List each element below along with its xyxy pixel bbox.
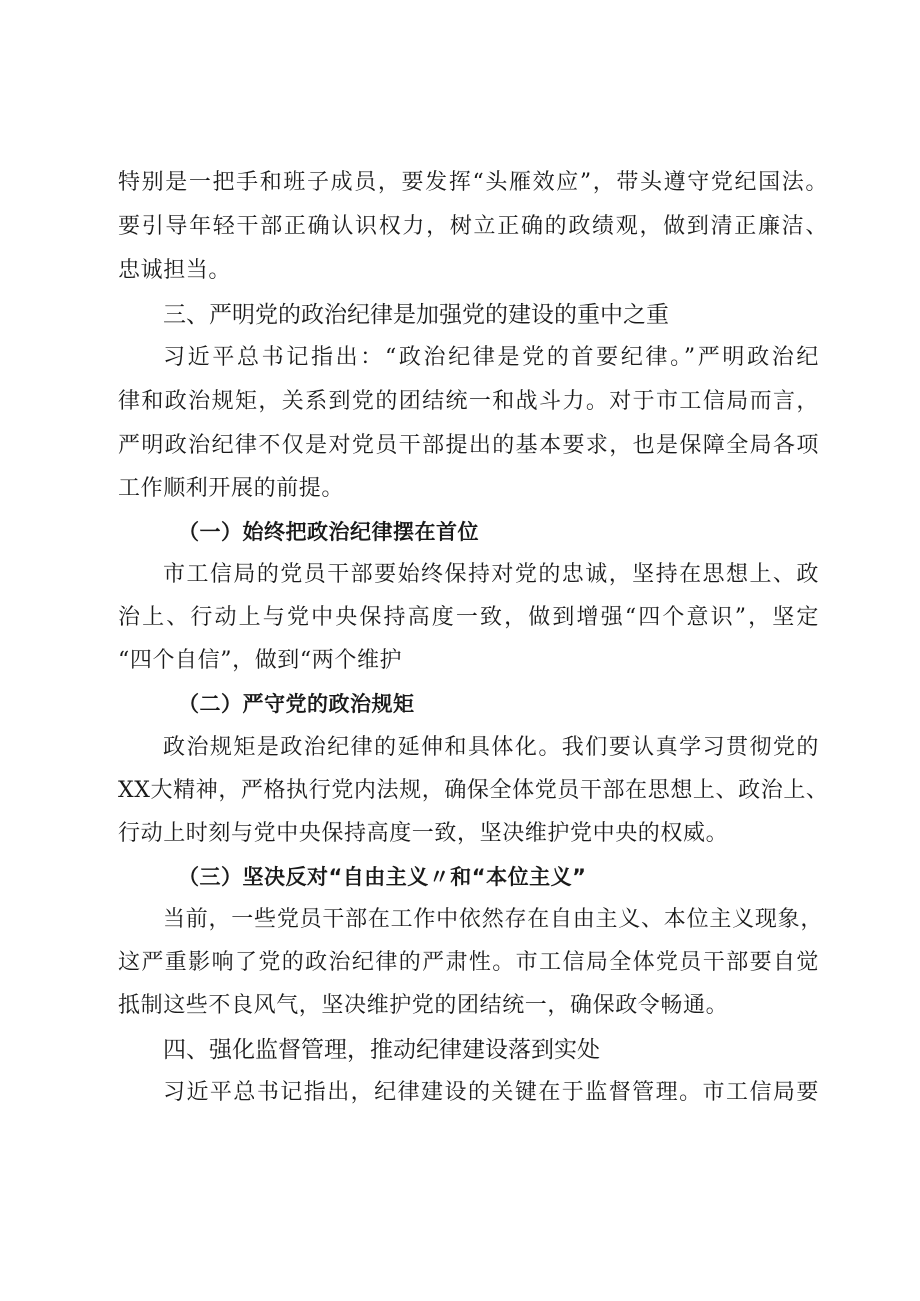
paragraph-line: 习近平总书记指出：“政治纪律是党的首要纪律。”严明政治纪 [163,345,819,370]
paragraph-line: “四个自信”，做到“两个维护 [118,648,403,673]
paragraph-line: 市工信局的党员干部要始终保持对党的忠诚，坚持在思想上、政 [163,562,819,587]
subsection-heading: （二）严守党的政治规矩 [178,692,415,716]
paragraph-line: 当前，一些党员干部在工作中依然存在自由主义、本位主义现象， [163,907,823,932]
paragraph-line: 这严重影响了党的政治纪律的严肃性。市工信局全体党员干部要自觉 [118,950,819,975]
subsection-heading: （一）始终把政治纪律摆在首位 [178,520,479,544]
paragraph-line: 抵制这些不良风气，坚决维护党的团结统一，确保政令畅通。 [118,993,729,1018]
paragraph-line: 要引导年轻干部正确认识权力，树立正确的政绩观，做到清正廉洁、 [118,214,828,239]
paragraph-line: 治上、行动上与党中央保持高度一致，做到增强“四个意识”，坚定 [118,605,819,630]
subsection-heading: （三）坚决反对“自由主义〃和“本位主义” [178,865,587,889]
paragraph-line: 忠诚担当。 [118,258,232,283]
paragraph-line: 行动上时刻与党中央保持高度一致，坚决维护党中央的权威。 [118,821,729,846]
paragraph-line: XX大精神，严格执行党内法规，确保全体党员干部在思想上、政治上、 [118,778,829,803]
paragraph-line: 工作顺利开展的前提。 [118,476,345,501]
paragraph-line: 政治规矩是政治纪律的延伸和具体化。我们要认真学习贯彻党的 [163,735,819,760]
paragraph-line: 特别是一把手和班子成员，要发挥“头雁效应”，带头遵守党纪国法。 [118,170,828,195]
paragraph-line: 习近平总书记指出，纪律建设的关键在于监督管理。市工信局要 [163,1080,819,1105]
section-heading: 三、严明党的政治纪律是加强党的建设的重中之重 [163,302,669,328]
section-heading: 四、强化监督管理，推动纪律建设落到实处 [163,1037,600,1063]
paragraph-line: 严明政治纪律不仅是对党员干部提出的基本要求，也是保障全局各项 [118,433,819,458]
paragraph-line: 律和政治规矩，关系到党的团结统一和战斗力。对于市工信局而言， [118,389,819,414]
